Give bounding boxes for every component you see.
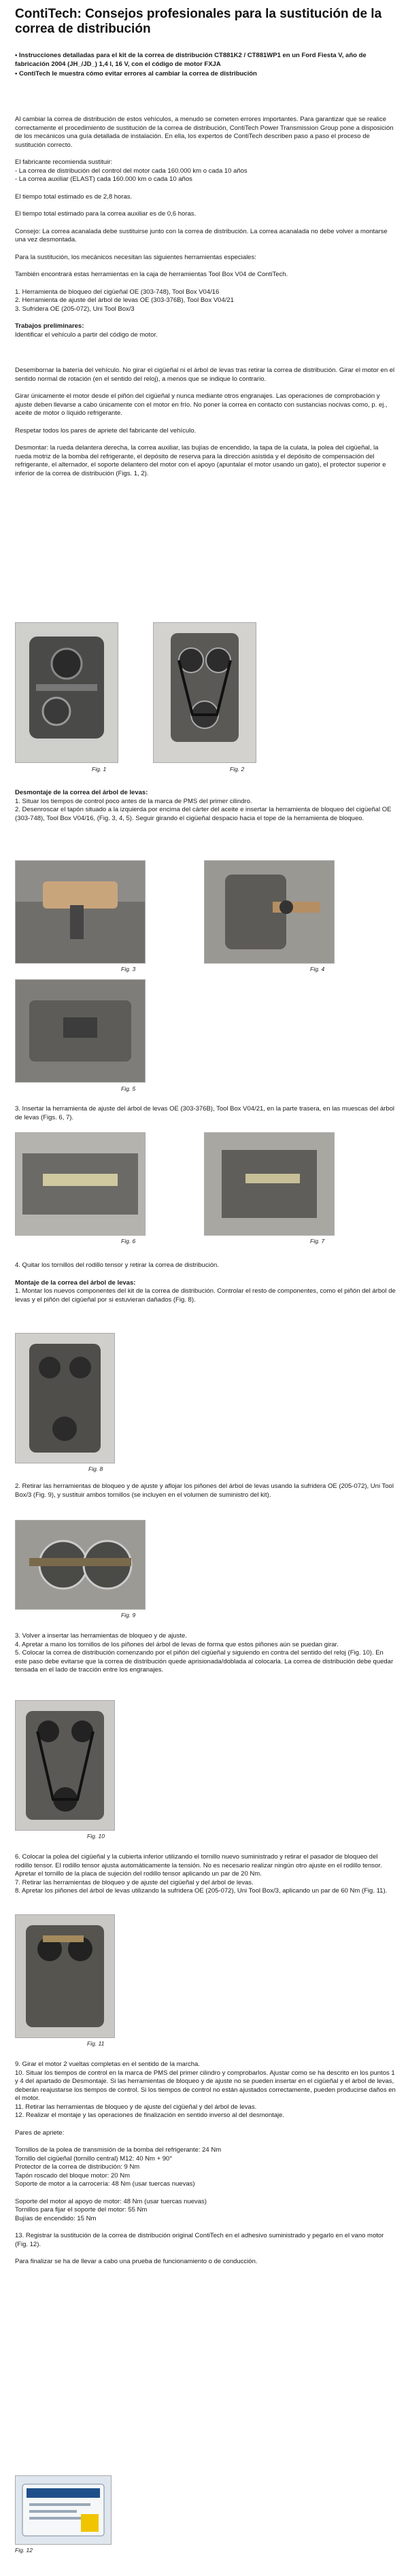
sprocket-photo-fig9	[15, 1520, 146, 1610]
install-section	[15, 1261, 396, 1304]
camshaft-photo-fig7	[204, 1132, 335, 1236]
paragraph: 9. Girar el motor 2 vueltas completas en el sentido de la marcha.	[15, 2061, 200, 2068]
camshaft-torque-fig11	[15, 1914, 115, 2038]
tool-item: 3. Sufridera OE (205-072), Uni Tool Box/3	[15, 305, 135, 313]
section-heading: Montaje de la correa del árbol de levas:	[15, 1278, 136, 1287]
camshaft-tool-step	[15, 1105, 396, 1122]
paragraph: 13. Registrar la sustitución de la correa de distribución original ContiTech en el adhesivo suministrado y pegarlo en el vano motor (Fig. 12).	[15, 2232, 384, 2248]
paragraph: Al cambiar la correa de distribución de estos vehículos, a menudo se cometen errores importantes. Para garantizar que se realice correctamente el procedimiento de sustitución de la correa de distribución, ContiTech Power Transmission Group pone a disposición de los mecánicos una guía detallada de instalación. En ella, los expertos de ContiTech describen paso a paso el proceso de sustitución correcto.	[15, 116, 394, 149]
belt-fitting-steps	[15, 1632, 396, 1675]
torque-item: Tapón roscado del bloque motor: 20 Nm	[15, 2171, 130, 2180]
paragraph: 6. Colocar la polea del cigüeñal y la cubierta inferior utilizando el tornillo nuevo suministrado y retirar el pasador de bloqueo del rodillo tensor. El rodillo tensor ajusta automáticamente la tensión. No es necesario realizar ningún otro ajuste en el rodillo tensor.	[15, 1853, 382, 1869]
paragraph: Respetar todos los pares de apriete del fabricante del vehículo.	[15, 426, 197, 435]
paragraph: 4. Apretar a mano los tornillos de los piñones del árbol de levas de forma que estos piñones aún se puedan girar.	[15, 1640, 339, 1648]
paragraph: 1. Montar los nuevos componentes del kit de la correa de distribución. Controlar el resto de componentes, como el piñón del árbol de levas y el piñón del cigüeñal por si estuvieran dañados (Fig. 8).	[15, 1287, 396, 1304]
figure-caption: Fig. 8	[88, 1465, 103, 1472]
paragraph: 3. Insertar la herramienta de ajuste del árbol de levas OE (303-376B), Tool Box V04/21, en la parte trasera, en las muescas del árbol de levas (Figs. 6, 7).	[15, 1105, 394, 1121]
intro-section	[15, 116, 396, 478]
torque-item: Bujías de encendido: 15 Nm	[15, 2214, 97, 2222]
tool-photo-fig5	[15, 979, 146, 1083]
paragraph: 5. Colocar la correa de distribución comenzando por el piñón del cigüeñal y siguiendo en contra del sentido del reloj (Fig. 10). En este paso debe evitarse que la correa de distribución quede aprisionada/doblada al colocarla. La correa de distribución debe quedar tensada en el lado de tracción entre los engranajes.	[15, 1649, 394, 1674]
paragraph: 7. Retirar las herramientas de bloqueo y de ajuste del cigüeñal y del árbol de levas.	[15, 1878, 254, 1886]
torque-item: Tornillo del cigüeñal (tornillo central) M12: 40 Nm + 90°	[15, 2154, 173, 2163]
paragraph: Consejo: La correa acanalada debe sustituirse junto con la correa de distribución. La correa acanalada no debe volver a montarse una vez desmontada.	[15, 227, 388, 243]
tensioner-steps	[15, 1853, 396, 1896]
paragraph: Identificar el vehículo a partir del código de motor.	[15, 331, 158, 339]
tool-item: 2. Herramienta de ajuste del árbol de levas OE (303-376B), Tool Box V04/21	[15, 296, 234, 304]
intro-bullets	[15, 52, 396, 79]
paragraph: 4. Quitar los tornillos del rodillo tensor y retirar la correa de distribución.	[15, 1261, 219, 1269]
engine-photo-fig2	[153, 622, 256, 763]
paragraph: El tiempo total estimado para la correa auxiliar es de 0,6 horas.	[15, 210, 197, 218]
paragraph: Desmontar: la rueda delantera derecha, la correa auxiliar, las bujías de encendido, la tapa de la culata, la polea del cigüeñal, la rueda motriz de la bomba del refrigerante, el depósito de reserva para la dirección asistida y el depósito de compensación del refrigerante, el alternador, el soporte delantero del motor con el apoyo (apuntalar el motor usando un gato), el protector superior e inferior de la correa de distribución (Figs. 1, 2).	[15, 444, 386, 477]
removal-section	[15, 789, 396, 823]
tool-photo-fig4	[204, 860, 335, 964]
figure-caption: Fig. 2	[230, 766, 245, 773]
sticker-photo-fig12	[15, 2475, 112, 2545]
figure-caption: Fig. 4	[310, 966, 325, 972]
figure-caption: Fig. 9	[121, 1612, 136, 1619]
paragraph: El tiempo total estimado es de 2,8 horas.	[15, 192, 133, 201]
paragraph: Para la sustitución, los mecánicos necesitan las siguientes herramientas especiales:	[15, 253, 256, 261]
figure-caption: Fig. 6	[121, 1238, 136, 1244]
figure-caption: Fig. 12	[15, 2547, 33, 2554]
paragraph: 11. Retirar las herramientas de bloqueo y de ajuste del cigüeñal y del árbol de levas.	[15, 2103, 257, 2111]
paragraph: - La correa de distribución del control del motor cada 160.000 km o cada 10 años	[15, 167, 248, 175]
paragraph: 1. Situar los tiempos de control poco antes de la marca de PMS del primer cilindro.	[15, 797, 252, 805]
intro-bullet-1: • Instrucciones detalladas para el kit de la correa de distribución CT881K2 / CT881WP1 en un Ford Fiesta V, año de fabricación 2004 (JH_/JD_) 1,4 l, 16 V, con el código de motor FXJA	[15, 52, 367, 68]
paragraph: Girar únicamente el motor desde el piñón del cigüeñal y nunca mediante otros engranajes. Las operaciones de comprobación y ajuste deben llevarse a cabo únicamente con el motor en frío. No poner la correa en contacto con sustancias nocivas como, p. ej., aceite de motor o líquido refrigerante.	[15, 392, 388, 417]
paragraph: También encontrará estas herramientas en la caja de herramientas Tool Box V04 de ContiTech.	[15, 271, 288, 278]
figure-caption: Fig. 11	[87, 2040, 105, 2047]
figure-caption: Fig. 1	[92, 766, 107, 773]
engine-photo-fig1	[15, 622, 118, 763]
belt-routing-fig10	[15, 1700, 115, 1831]
engine-photo-fig8	[15, 1333, 115, 1463]
torque-item: Soporte de motor a la carrocería: 48 Nm (usar tuercas nuevas)	[15, 2180, 195, 2188]
torque-item: Soporte del motor al apoyo de motor: 48 Nm (usar tuercas nuevas)	[15, 2197, 207, 2205]
torque-item: Tornillos para fijar el soporte del motor: 55 Nm	[15, 2206, 148, 2214]
paragraph: 3. Volver a insertar las herramientas de bloqueo y de ajuste.	[15, 1632, 187, 1640]
torque-item: Tornillos de la polea de transmisión de la bomba del refrigerante: 24 Nm	[15, 2146, 222, 2154]
tool-item: 1. Herramienta de bloqueo del cigüeñal OE (303-748), Tool Box V04/16	[15, 288, 220, 296]
camshaft-photo-fig6	[15, 1132, 146, 1236]
section-heading: Pares de apriete:	[15, 2129, 65, 2137]
intro-bullet-2: • ContiTech le muestra cómo evitar errores al cambiar la correa de distribución	[15, 70, 257, 78]
sprocket-step	[15, 1482, 396, 1499]
figure-caption: Fig. 3	[121, 966, 136, 972]
page-title: ContiTech: Consejos profesionales para la sustitución de la correa de distribución	[15, 7, 382, 36]
section-heading: Desmontaje de la correa del árbol de levas:	[15, 789, 148, 796]
figure-caption: Fig. 5	[121, 1085, 136, 1092]
paragraph: 2. Desenroscar el tapón situado a la izquierda por encima del cárter del aceite e insertar la herramienta de bloqueo del cigüeñal OE (303-748), Tool Box V04/16, (Fig. 3, 4, 5). Seguir girando el cigüeñal despacio hacia el tope de la herramienta de bloqueo.	[15, 806, 392, 822]
final-steps	[15, 2061, 396, 2267]
paragraph: 8. Apretar los piñones del árbol de levas utilizando la sufridera OE (205-072), Uni Tool Box/3, aplicando un par de 60 Nm (Fig. 11).	[15, 1887, 388, 1895]
paragraph: Desembornar la batería del vehículo. No girar el cigüeñal ni el árbol de levas tras retirar la correa de distribución. Girar el motor en el sentido normal de rotación (en el sentido del reloj), a menos que se indique lo contrario.	[15, 367, 395, 383]
paragraph: El fabricante recomienda sustituir:	[15, 158, 113, 166]
paragraph: Apretar el tornillo de la placa de sujeción del rodillo tensor aplicando un par de 20 Nm.	[15, 1870, 262, 1878]
paragraph: 10. Situar los tiempos de control en la marca de PMS del primer cilindro y comprobarlos. Ajustar como se ha descrito en los puntos 1 y 4 del apartado de Desmontaje. Si las herramientas de bloqueo y de ajuste no se pueden insertar en el cigüeñal y el árbol de levas, deberán reajustarse los tiempos de control. Si los tiempos de control no están ajustados correctamente, pueden producirse daños en el motor.	[15, 2069, 396, 2102]
figure-caption: Fig. 10	[87, 1833, 105, 1840]
figure-caption: Fig. 7	[310, 1238, 325, 1244]
section-heading: Trabajos preliminares:	[15, 322, 84, 330]
paragraph: - La correa auxiliar (ELAST) cada 160.000 km o cada 10 años	[15, 175, 192, 183]
paragraph: 2. Retirar las herramientas de bloqueo y de ajuste y aflojar los piñones del árbol de levas usando la sufridera OE (205-072), Uni Tool Box/3 (Fig. 9), y sustituir ambos tornillos (se incluyen en el volumen de suministro del kit).	[15, 1482, 394, 1499]
torque-item: Protector de la correa de distribución: 9 Nm	[15, 2163, 140, 2171]
paragraph: 12. Realizar el montaje y las operaciones de finalización en sentido inverso al del desmontaje.	[15, 2112, 285, 2119]
tool-photo-fig3	[15, 860, 146, 964]
paragraph: Para finalizar se ha de llevar a cabo una prueba de funcionamiento o de conducción.	[15, 2258, 258, 2265]
